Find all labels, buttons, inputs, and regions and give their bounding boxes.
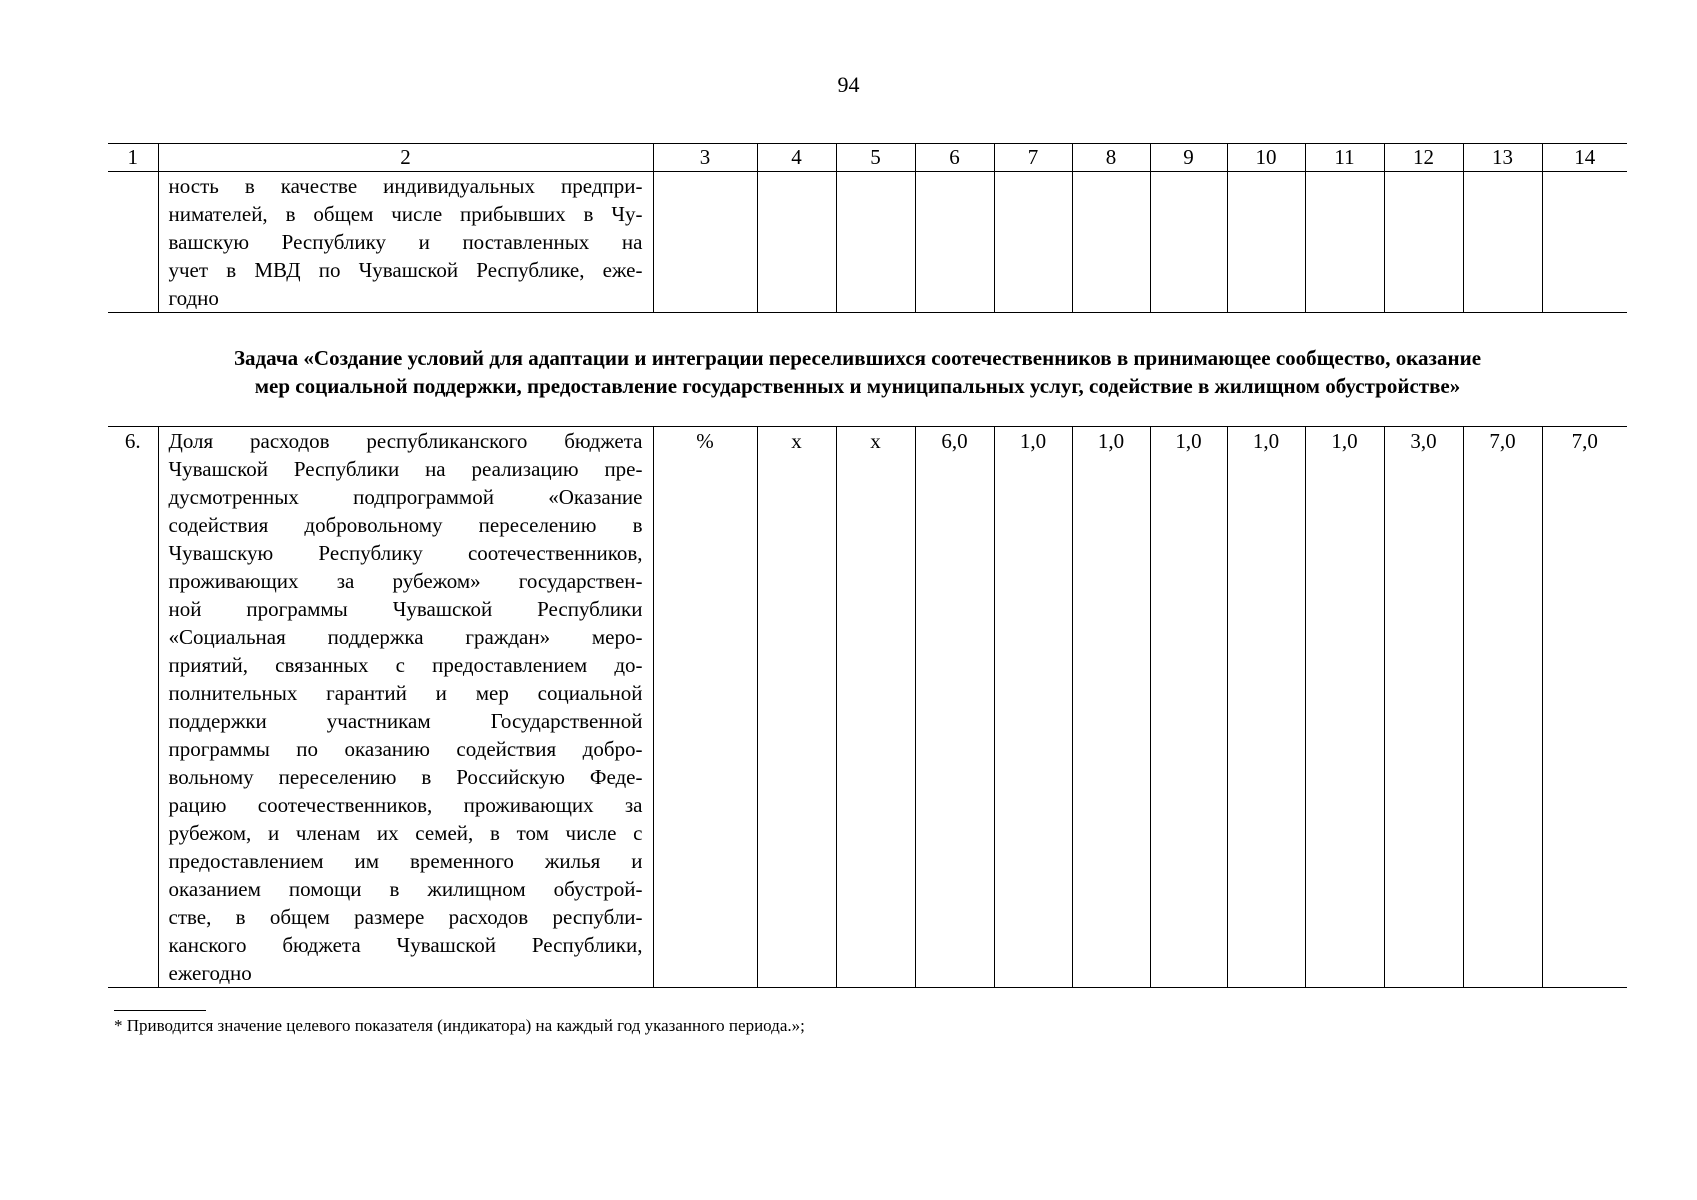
table-row-continued (108, 172, 1627, 313)
description-line: канского бюджета Чувашской Республики, (168, 933, 643, 957)
indicator-table-task (108, 426, 1627, 988)
description-line: годно (168, 286, 219, 310)
description-line: предоставлением им временного жилья и (168, 849, 643, 873)
description-line: стве, в общем размере расходов республи- (168, 905, 643, 929)
value-cell (653, 172, 757, 313)
value-cell (1305, 172, 1384, 313)
description-line: Чувашской Республики на реализацию пре- (168, 457, 643, 481)
description-line: вольному переселению в Российскую Феде- (168, 765, 643, 789)
value-cell (1463, 172, 1542, 313)
column-header: 2 (158, 144, 653, 172)
description-line: «Социальная поддержка граждан» меро- (168, 625, 643, 649)
description-line: приятий, связанных с предоставлением до- (168, 653, 643, 677)
description-line: программы по оказанию содействия добро- (168, 737, 643, 761)
page-number: 94 (837, 72, 860, 97)
column-header: 4 (757, 144, 836, 172)
column-header: 14 (1542, 144, 1627, 172)
row-number (108, 172, 158, 313)
description-line: содействия добровольному переселению в (168, 513, 643, 537)
description-line: ность в качестве индивидуальных предпри- (168, 174, 643, 198)
column-number-header-row (108, 144, 1627, 172)
description-line: Чувашскую Республику соотечественников, (168, 541, 643, 565)
column-header: 1 (108, 144, 158, 172)
description-line: ной программы Чувашской Республики (168, 597, 643, 621)
description-line: нимателей, в общем числе прибывших в Чу- (168, 202, 643, 226)
column-header: 8 (1072, 144, 1150, 172)
indicator-table-continued (108, 143, 1627, 313)
task-title-line: Задача «Создание условий для адаптации и интеграции переселившихся соотечественников в принимающее сообщество, оказание (233, 346, 1482, 370)
description-line: поддержки участникам Государственной (168, 709, 643, 733)
value-cell: 1,0 (1305, 427, 1384, 988)
description-line: рубежом, и членам их семей, в том числе с (168, 821, 643, 845)
unit-cell: % (653, 427, 757, 988)
value-cell: 7,0 (1542, 427, 1627, 988)
description-line: проживающих за рубежом» государствен- (168, 569, 643, 593)
description-line: Доля расходов республиканского бюджета (168, 429, 643, 453)
column-header: 6 (915, 144, 994, 172)
column-header: 10 (1227, 144, 1305, 172)
description-line: оказанием помощи в жилищном обустрой- (168, 877, 643, 901)
value-cell (1384, 172, 1463, 313)
description-line: вашскую Республику и поставленных на (168, 230, 643, 254)
column-header: 11 (1305, 144, 1384, 172)
description-line: рацию соотечественников, проживающих за (168, 793, 643, 817)
value-cell: 7,0 (1463, 427, 1542, 988)
value-cell (1150, 172, 1227, 313)
value-cell: 1,0 (994, 427, 1072, 988)
value-cell: 3,0 (1384, 427, 1463, 988)
indicator-description (158, 427, 653, 988)
value-cell (757, 172, 836, 313)
value-cell (915, 172, 994, 313)
value-cell: х (836, 427, 915, 988)
task-title-line: мер социальной поддержки, предоставление государственных и муниципальных услуг, содействие в жилищном обустройстве» (254, 374, 1461, 398)
value-cell: х (757, 427, 836, 988)
footnote-separator (114, 1010, 206, 1011)
description-line: дусмотренных подпрограммой «Оказание (168, 485, 643, 509)
value-cell (1227, 172, 1305, 313)
value-cell (1542, 172, 1627, 313)
column-header: 3 (653, 144, 757, 172)
value-cell (836, 172, 915, 313)
value-cell: 1,0 (1227, 427, 1305, 988)
column-header: 13 (1463, 144, 1542, 172)
description-line: полнительных гарантий и мер социальной (168, 681, 643, 705)
column-header: 9 (1150, 144, 1227, 172)
footnote: * Приводится значение целевого показателя (индикатора) на каждый год указанного периода.»; (114, 1016, 805, 1035)
column-header: 5 (836, 144, 915, 172)
table-row (108, 427, 1627, 988)
indicator-description (158, 172, 653, 313)
value-cell: 6,0 (915, 427, 994, 988)
row-number: 6. (108, 427, 158, 988)
value-cell: 1,0 (1072, 427, 1150, 988)
description-line: учет в МВД по Чувашской Республике, еже- (168, 258, 643, 282)
value-cell (994, 172, 1072, 313)
value-cell (1072, 172, 1150, 313)
column-header: 7 (994, 144, 1072, 172)
description-line: ежегодно (168, 961, 252, 985)
task-title (108, 344, 1607, 400)
value-cell: 1,0 (1150, 427, 1227, 988)
column-header: 12 (1384, 144, 1463, 172)
